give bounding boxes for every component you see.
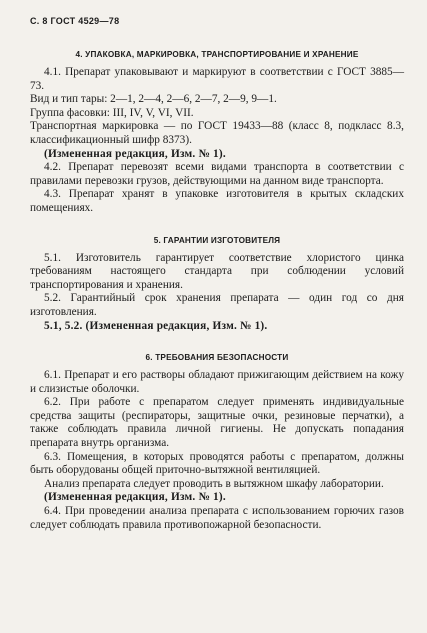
section-title: 4. УПАКОВКА, МАРКИРОВКА, ТРАНСПОРТИРОВАНИЕ И ХРАНЕНИЕ	[75, 50, 359, 59]
amendment-note: 5.1, 5.2. (Измененная редакция, Изм. № 1).	[44, 319, 268, 332]
paragraph: Вид и тип тары: 2—1, 2—4, 2—6, 2—7, 2—9, 9—1.	[30, 93, 277, 106]
section-title: 5. ГАРАНТИИ ИЗГОТОВИТЕЛЯ	[153, 235, 281, 245]
section-safety	[30, 353, 404, 532]
paragraph: 4.2. Препарат перевозят всеми видами транспорта в соответствии с правилами перевозки грузов, действующими на данном виде транспорта.	[30, 161, 404, 187]
section-title: 6. ТРЕБОВАНИЯ БЕЗОПАСНОСТИ	[145, 353, 289, 363]
paragraph: Анализ препарата следует проводить в вытяжном шкафу лаборатории.	[44, 477, 384, 490]
document-body	[30, 50, 404, 532]
paragraph: 6.1. Препарат и его растворы обладают прижигающим действием на кожу и слизистые оболочки.	[30, 369, 404, 395]
paragraph: 6.4. При проведении анализа препарата с использованием горючих газов следует соблюдать правила противопожарной безопасности.	[30, 505, 404, 531]
section-warranty	[30, 236, 404, 334]
paragraph: 5.1. Изготовитель гарантирует соответствие хлористого цинка требованиям настоящего стандарта при соблюдении условий транспортирования и хранения.	[30, 251, 404, 291]
paragraph: Группа фасовки: III, IV, V, VI, VII.	[30, 106, 194, 119]
paragraph: 4.1. Препарат упаковывают и маркируют в соответствии с ГОСТ 3885—73.	[30, 66, 404, 92]
paragraph: 5.2. Гарантийный срок хранения препарата — один год со дня изготовления.	[30, 292, 404, 318]
paragraph: Транспортная маркировка — по ГОСТ 19433—88 (класс 8, подкласс 8.3, классификационный шифр 8373).	[30, 120, 404, 146]
section-packaging	[30, 50, 404, 216]
paragraph: 6.2. При работе с препаратом следует применять индивидуальные средства защиты (респираторы, защитные очки, резиновые перчатки), а также соблюдать правила личной гигиены. Не допускать попадания препарата внутрь организма.	[30, 396, 404, 450]
amendment-note: (Измененная редакция, Изм. № 1).	[44, 147, 226, 160]
paragraph: 6.3. Помещения, в которых проводятся работы с препаратом, должны быть оборудованы общей приточно-вытяжной вентиляцией.	[30, 450, 404, 477]
page-header: С. 8 ГОСТ 4529—78	[30, 16, 120, 26]
paragraph: 4.3. Препарат хранят в упаковке изготовителя в крытых складских помещениях.	[30, 188, 404, 214]
amendment-note: (Измененная редакция, Изм. № 1).	[44, 491, 226, 504]
